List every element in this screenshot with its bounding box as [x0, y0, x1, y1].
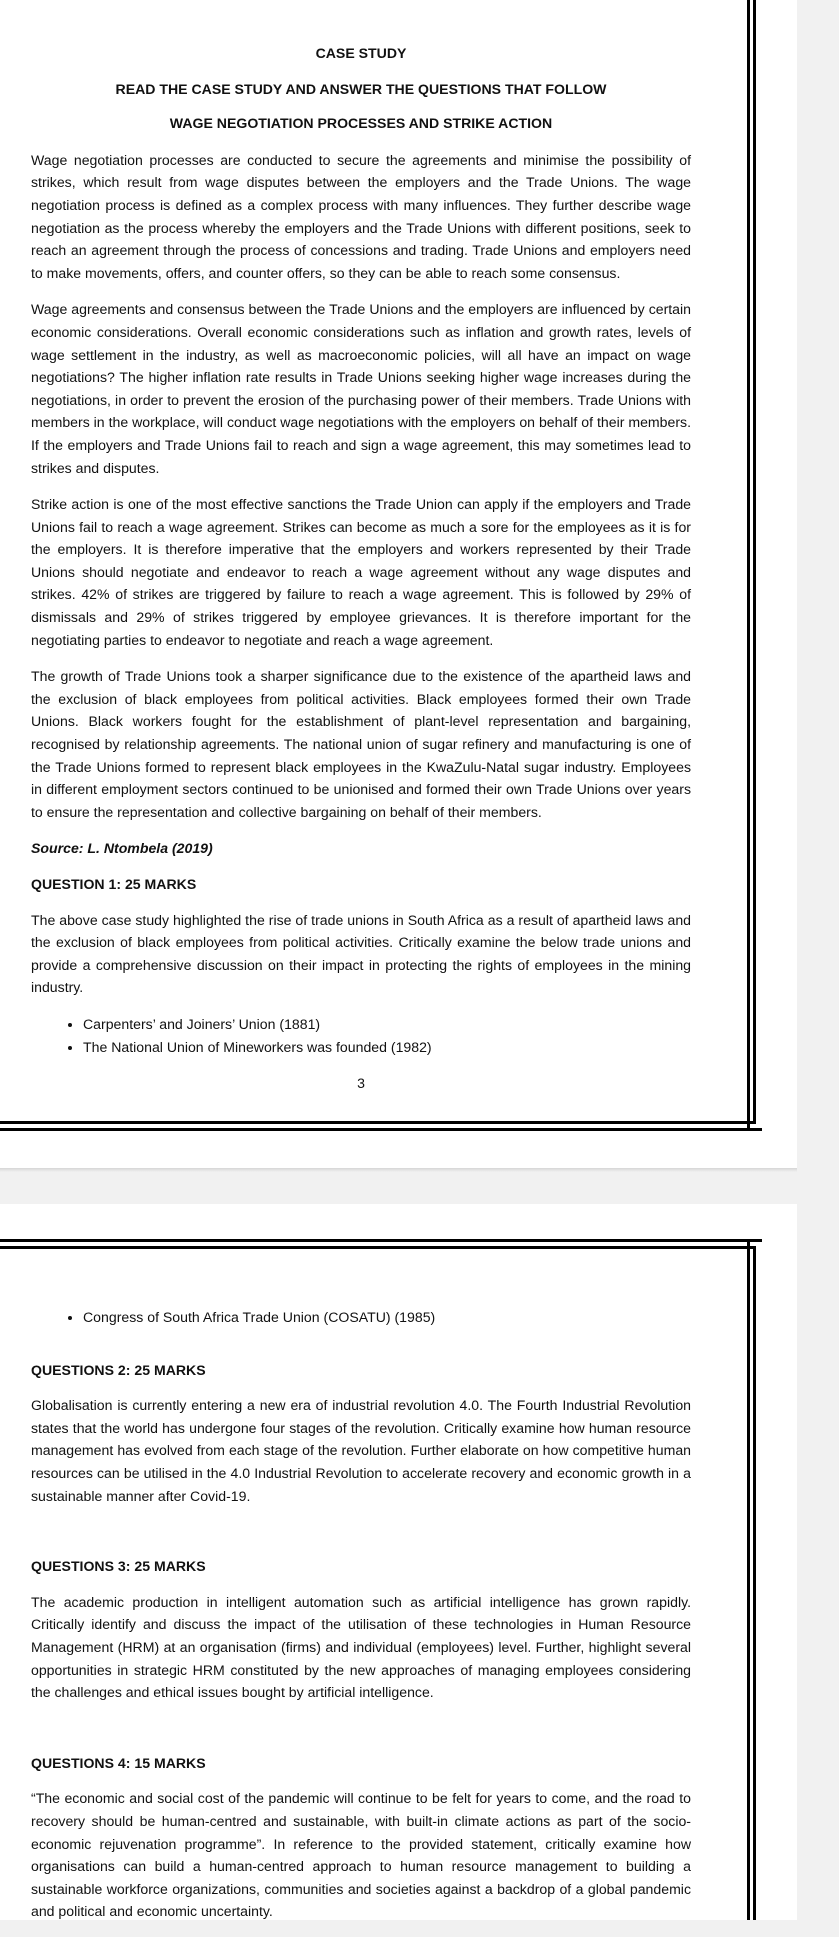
case-study-subtitle: WAGE NEGOTIATION PROCESSES AND STRIKE ACTION: [169, 115, 553, 132]
page-number: 3: [357, 1075, 365, 1092]
list-item: • Carpenters’ and Joiners’ Union (1881): [83, 1013, 691, 1036]
trade-union-list-continued: [31, 1306, 691, 1329]
page-border-right-outer: [747, 0, 750, 1131]
question-1-text: The above case study highlighted the rise of trade unions in South Africa as a result of apartheid laws and the exclusion of black employees from political activities. Critically examine the below trade unions and provide a comprehensive discussion on their impact in protecting the rights of employees in the mining industry.: [31, 911, 691, 996]
question-3-text: The academic production in intelligent automation such as artificial intelligence has grown rapidly. Critically identify and discuss the impact of the utilisation of these technologies in Human Resource Management (HRM) at an organisation (firms) and individual (employees) level. Further, highlight several opportunities in strategic HRM constituted by the new approaches of managing employees considering the challenges and ethical issues bought by artificial intelligence.: [31, 1593, 691, 1701]
paragraph-strike-action: Strike action is one of the most effective sanctions the Trade Union can apply if the employers and Trade Unions fail to reach a wage agreement. Strikes can become as much a sore for the employees as it is for the employers. It is therefore imperative that the employers and workers represented by their Trade Unions should negotiate and endeavor to reach a wage agreement without any wage disputes and strikes. 42% of strikes are triggered by failure to reach a wage agreement. This is followed by 29% of dismissals and 29% of strikes triggered by employee grievances. It is therefore important for the negotiating parties to endeavor to negotiate and reach a wage agreement.: [31, 496, 691, 648]
paragraph-trade-union-growth: The growth of Trade Unions took a sharper significance due to the existence of the apartheid laws and the exclusion of black employees from political activities. Black employees formed their own Trade Unions. Black workers fought for the establishment of plant-level representation and bargaining, recognised by relationship agreements. The national union of sugar refinery and manufacturing is one of the Trade Unions formed to represent black employees in the KwaZulu-Natal sugar industry. Employees in different employment sectors continued to be unionised and formed their own Trade Unions over years to ensure the representation and collective bargaining on behalf of their members.: [31, 668, 691, 820]
question-4-heading: QUESTIONS 4: 15 MARKS: [31, 1754, 206, 1771]
question-1-heading: QUESTION 1: 25 MARKS: [31, 876, 197, 892]
page-border-right-outer: [747, 1239, 750, 1920]
page-border-bottom-inner: [0, 1121, 756, 1124]
question-2-text: Globalisation is currently entering a new era of industrial revolution 4.0. The Fourth Industrial Revolution states that the world has undergone four stages of the revolution. Critically examine how human resource management has evolved from each stage of the revolution. Further elaborate on how competitive human resources can be utilised in the 4.0 Industrial Revolution to accelerate recovery and economic growth in a sustainable manner after Covid-19.: [31, 1397, 691, 1504]
page-2-content: [31, 1306, 691, 1937]
page-border-right-inner: [753, 1246, 756, 1920]
paragraph-wage-agreements: Wage agreements and consensus between the Trade Unions and the employers are influenced by certain economic considerations. Overall economic considerations such as inflation and growth rates, levels of wage settlement in the industry, as well as macroeconomic policies, will all have an impact on wage negotiations? The higher inflation rate results in Trade Unions seeking higher wage increases during the negotiations, in order to prevent the erosion of the purchasing power of their members. Trade Unions with members in the workplace, will conduct wage negotiations with the employers on behalf of their members. If the employers and Trade Unions fail to reach and sign a wage agreement, this may sometimes lead to strikes and disputes.: [31, 301, 691, 476]
paragraph-wage-negotiation: Wage negotiation processes are conducted to secure the agreements and minimise the possibility of strikes, which result from wage disputes between the employers and the Trade Unions. The wage negotiation process is defined as a complex process with many influences. They further describe wage negotiation as the process whereby the employers and the Trade Unions with different positions, seek to reach an agreement through the process of concessions and trading. Trade Unions and employers need to make movements, offers, and counter offers, so they can be able to reach some consensus.: [31, 151, 691, 281]
question-2-heading: QUESTIONS 2: 25 MARKS: [31, 1361, 206, 1378]
question-3-heading: QUESTIONS 3: 25 MARKS: [31, 1558, 206, 1575]
page-border-top-outer: [0, 1239, 762, 1242]
page-border-bottom-outer: [0, 1128, 762, 1131]
case-study-title: CASE STUDY: [315, 45, 407, 61]
list-item: • Congress of South Africa Trade Union (COSATU) (1985): [83, 1306, 691, 1329]
trade-union-list: [31, 1013, 691, 1058]
page-border-top-inner: [0, 1246, 756, 1249]
question-4-text: “The economic and social cost of the pandemic will continue to be felt for years to come, and the road to recovery should be human-centred and sustainable, with built-in climate actions as part of the socio-economic rejuvenation programme”. In reference to the provided statement, critically examine how organisations can build a human-centred approach to human resource management to building a sustainable workforce organizations, communities and societies against a backdrop of a global pandemic and political and economic uncertainty.: [31, 1790, 691, 1920]
page-1-content: [31, 42, 691, 1095]
page-gap: [0, 1168, 797, 1172]
source-citation: Source: L. Ntombela (2019): [31, 840, 213, 857]
instruction-heading: READ THE CASE STUDY AND ANSWER THE QUESTIONS THAT FOLLOW: [115, 80, 607, 97]
page-border-right-inner: [753, 0, 756, 1124]
list-item: • The National Union of Mineworkers was founded (1982): [83, 1036, 691, 1059]
